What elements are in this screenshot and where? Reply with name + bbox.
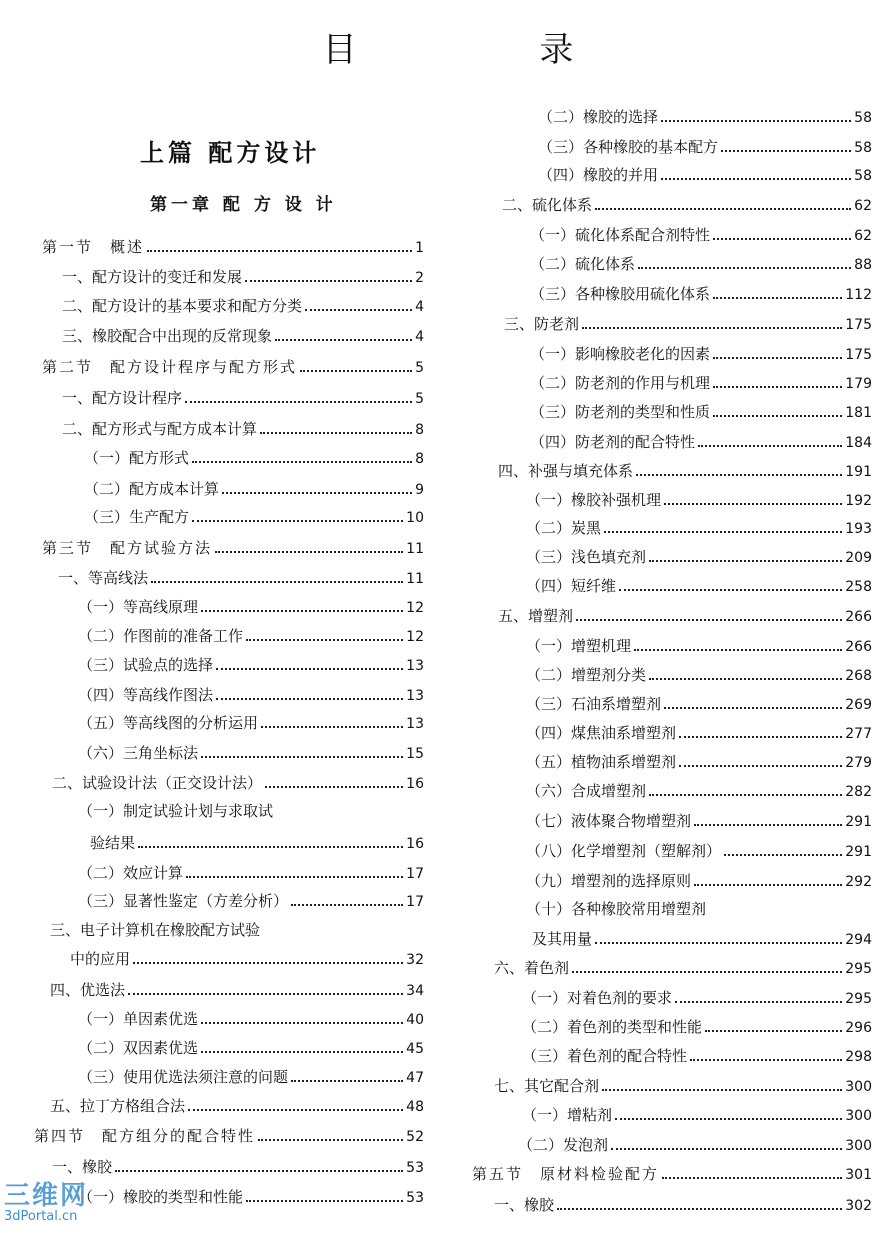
toc-entry bbox=[526, 810, 872, 832]
toc-entry bbox=[530, 431, 872, 453]
toc-leader-dots bbox=[690, 1047, 842, 1061]
toc-leader-dots bbox=[649, 666, 842, 680]
toc-entry bbox=[526, 575, 872, 597]
toc-leader-dots bbox=[724, 842, 842, 856]
toc-leader-dots bbox=[595, 930, 842, 944]
toc-entry bbox=[78, 684, 424, 706]
toc-entry-page: 277 bbox=[845, 726, 872, 742]
toc-entry bbox=[504, 313, 872, 335]
toc-entry-page: 291 bbox=[845, 844, 872, 860]
toc-entry-label: 三、电子计算机在橡胶配方试验 bbox=[50, 921, 261, 939]
toc-entry-page: 193 bbox=[845, 521, 872, 537]
toc-entry bbox=[78, 712, 424, 734]
toc-leader-dots bbox=[201, 1010, 403, 1024]
chapter-title: 第一章 配 方 设 计 bbox=[150, 195, 337, 215]
toc-entry-label: （十）各种橡胶常用增塑剂 bbox=[526, 900, 707, 918]
toc-entry-label: （七）液体聚合物增塑剂 bbox=[526, 812, 692, 830]
toc-entry bbox=[78, 742, 424, 764]
toc-entry-page: 298 bbox=[845, 1049, 872, 1065]
toc-entry bbox=[526, 780, 872, 802]
toc-entry-label: 第一节 概述 bbox=[42, 238, 145, 256]
toc-leader-dots bbox=[611, 1136, 842, 1150]
toc-leader-dots bbox=[305, 297, 412, 311]
toc-leader-dots bbox=[705, 1018, 842, 1032]
toc-entry-page: 295 bbox=[845, 961, 872, 977]
toc-leader-dots bbox=[595, 196, 851, 210]
toc-entry-label: （二）橡胶的选择 bbox=[538, 108, 659, 126]
toc-entry-label: （一）橡胶的类型和性能 bbox=[78, 1188, 244, 1206]
toc-entry-label: 三、橡胶配合中出现的反常现象 bbox=[62, 327, 273, 345]
toc-entry-label: （二）效应计算 bbox=[78, 864, 184, 882]
toc-entry-label: （三）着色剂的配合特性 bbox=[522, 1047, 688, 1065]
toc-leader-dots bbox=[698, 433, 842, 447]
toc-entry bbox=[526, 751, 872, 773]
toc-entry bbox=[526, 517, 872, 539]
toc-leader-dots bbox=[675, 989, 842, 1003]
toc-leader-dots bbox=[572, 959, 842, 973]
toc-entry-label: （二）防老剂的作用与机理 bbox=[530, 374, 711, 392]
toc-leader-dots bbox=[115, 1158, 403, 1172]
toc-entry-label: （五）植物油系增塑剂 bbox=[526, 753, 677, 771]
toc-entry bbox=[526, 489, 872, 511]
toc-entry-page: 191 bbox=[845, 464, 872, 480]
toc-leader-dots bbox=[713, 403, 842, 417]
toc-entry bbox=[494, 1194, 872, 1216]
toc-leader-dots bbox=[694, 812, 842, 826]
toc-entry bbox=[78, 654, 424, 676]
toc-entry bbox=[42, 356, 424, 378]
toc-entry-page: 4 bbox=[415, 299, 424, 315]
toc-entry-page: 295 bbox=[845, 991, 872, 1007]
toc-entry-page: 300 bbox=[845, 1108, 872, 1124]
toc-entry bbox=[42, 236, 424, 258]
toc-entry-label: （二）双因素优选 bbox=[78, 1039, 199, 1057]
toc-leader-dots bbox=[215, 539, 403, 553]
toc-entry-label: 及其用量 bbox=[532, 930, 593, 948]
toc-leader-dots bbox=[188, 1097, 403, 1111]
toc-entry bbox=[78, 890, 424, 912]
toc-entry-label: （三）显著性鉴定（方差分析） bbox=[78, 892, 289, 910]
toc-entry-page: 11 bbox=[406, 541, 424, 557]
toc-entry bbox=[84, 478, 424, 500]
toc-entry bbox=[538, 136, 872, 158]
toc-entry bbox=[50, 979, 424, 1001]
toc-entry-page: 1 bbox=[415, 240, 424, 256]
toc-entry bbox=[530, 224, 872, 246]
toc-entry-label: （三）使用优选法须注意的问题 bbox=[78, 1068, 289, 1086]
toc-leader-dots bbox=[557, 1196, 842, 1210]
toc-entry-label: （一）增塑机理 bbox=[526, 637, 632, 655]
toc-leader-dots bbox=[604, 519, 842, 533]
toc-entry bbox=[526, 664, 872, 686]
toc-entry-label: 二、试验设计法（正交设计法） bbox=[52, 774, 263, 792]
page-title: 目 录 bbox=[322, 30, 660, 70]
toc-leader-dots bbox=[664, 695, 842, 709]
toc-entry-label: 二、配方形式与配方成本计算 bbox=[62, 420, 258, 438]
toc-entry-page: 53 bbox=[406, 1190, 424, 1206]
toc-entry-page: 112 bbox=[845, 287, 872, 303]
toc-leader-dots bbox=[634, 637, 842, 651]
toc-entry bbox=[526, 546, 872, 568]
toc-entry bbox=[522, 1104, 872, 1126]
toc-entry-page: 16 bbox=[406, 776, 424, 792]
toc-leader-dots bbox=[679, 753, 842, 767]
toc-entry bbox=[518, 1134, 872, 1156]
toc-entry-label: （三）防老剂的类型和性质 bbox=[530, 403, 711, 421]
toc-leader-dots bbox=[713, 226, 851, 240]
toc-entry-label: （四）防老剂的配合特性 bbox=[530, 433, 696, 451]
toc-entry bbox=[526, 898, 872, 920]
toc-entry-label: 第三节 配方试验方法 bbox=[42, 539, 213, 557]
toc-entry-label: （三）石油系增塑剂 bbox=[526, 695, 662, 713]
toc-entry bbox=[52, 1156, 424, 1178]
toc-entry bbox=[530, 253, 872, 275]
toc-entry bbox=[532, 928, 872, 950]
toc-entry-page: 8 bbox=[415, 422, 424, 438]
toc-entry-page: 45 bbox=[406, 1041, 424, 1057]
watermark-line2: 3dPortal.cn bbox=[4, 1209, 78, 1224]
toc-leader-dots bbox=[636, 462, 842, 476]
toc-entry bbox=[522, 1016, 872, 1038]
toc-entry bbox=[62, 325, 424, 347]
toc-entry bbox=[84, 506, 424, 528]
toc-entry-page: 17 bbox=[406, 894, 424, 910]
toc-entry bbox=[78, 1066, 424, 1088]
toc-leader-dots bbox=[576, 607, 842, 621]
toc-leader-dots bbox=[694, 872, 842, 886]
toc-entry bbox=[62, 418, 424, 440]
toc-entry-page: 179 bbox=[845, 376, 872, 392]
toc-entry-label: 二、配方设计的基本要求和配方分类 bbox=[62, 297, 303, 315]
toc-leader-dots bbox=[679, 724, 842, 738]
toc-leader-dots bbox=[201, 744, 403, 758]
toc-entry bbox=[78, 1037, 424, 1059]
toc-leader-dots bbox=[222, 480, 412, 494]
toc-entry-page: 12 bbox=[406, 600, 424, 616]
toc-entry-page: 301 bbox=[845, 1167, 872, 1183]
toc-leader-dots bbox=[291, 892, 403, 906]
toc-entry-page: 8 bbox=[415, 451, 424, 467]
toc-entry-page: 300 bbox=[845, 1079, 872, 1095]
toc-entry bbox=[50, 919, 424, 941]
toc-entry-page: 258 bbox=[845, 579, 872, 595]
toc-entry-label: （二）硫化体系 bbox=[530, 255, 636, 273]
toc-entry bbox=[530, 401, 872, 423]
toc-entry-page: 175 bbox=[845, 317, 872, 333]
toc-entry bbox=[78, 1186, 424, 1208]
toc-entry bbox=[530, 343, 872, 365]
toc-leader-dots bbox=[713, 285, 842, 299]
toc-entry-label: 验结果 bbox=[90, 834, 136, 852]
toc-entry-page: 13 bbox=[406, 688, 424, 704]
toc-leader-dots bbox=[582, 315, 842, 329]
toc-entry-page: 32 bbox=[406, 952, 424, 968]
toc-entry-page: 292 bbox=[845, 874, 872, 890]
toc-entry bbox=[498, 605, 872, 627]
toc-entry-label: 一、配方设计程序 bbox=[62, 389, 183, 407]
toc-leader-dots bbox=[246, 1188, 403, 1202]
toc-entry-page: 62 bbox=[854, 198, 872, 214]
toc-entry-page: 58 bbox=[854, 140, 872, 156]
toc-entry-label: 一、等高线法 bbox=[58, 569, 149, 587]
toc-entry-page: 13 bbox=[406, 716, 424, 732]
toc-entry-page: 282 bbox=[845, 784, 872, 800]
toc-entry-label: （四）短纤维 bbox=[526, 577, 617, 595]
toc-entry-page: 17 bbox=[406, 866, 424, 882]
toc-entry-page: 296 bbox=[845, 1020, 872, 1036]
toc-leader-dots bbox=[201, 1039, 403, 1053]
toc-entry-label: 一、橡胶 bbox=[494, 1196, 555, 1214]
toc-entry bbox=[62, 266, 424, 288]
toc-entry bbox=[42, 537, 424, 559]
toc-entry-label: （一）增粘剂 bbox=[522, 1106, 613, 1124]
toc-entry-page: 11 bbox=[406, 571, 424, 587]
toc-entry-page: 5 bbox=[415, 391, 424, 407]
toc-entry bbox=[494, 1075, 872, 1097]
toc-entry-page: 269 bbox=[845, 697, 872, 713]
toc-leader-dots bbox=[265, 774, 403, 788]
toc-entry bbox=[526, 870, 872, 892]
toc-leader-dots bbox=[300, 358, 412, 372]
toc-entry bbox=[78, 800, 424, 822]
toc-entry-page: 52 bbox=[406, 1129, 424, 1145]
toc-entry bbox=[34, 1125, 424, 1147]
toc-entry-label: 五、拉丁方格组合法 bbox=[50, 1097, 186, 1115]
toc-entry bbox=[90, 832, 424, 854]
toc-entry-label: 五、增塑剂 bbox=[498, 607, 574, 625]
toc-entry-page: 12 bbox=[406, 629, 424, 645]
toc-entry-page: 53 bbox=[406, 1160, 424, 1176]
toc-entry-page: 58 bbox=[854, 110, 872, 126]
toc-entry-page: 40 bbox=[406, 1012, 424, 1028]
toc-entry-label: （二）配方成本计算 bbox=[84, 480, 220, 498]
toc-leader-dots bbox=[192, 508, 403, 522]
toc-leader-dots bbox=[291, 1068, 403, 1082]
toc-leader-dots bbox=[275, 327, 412, 341]
toc-entry-page: 192 bbox=[845, 493, 872, 509]
toc-leader-dots bbox=[662, 1165, 842, 1179]
toc-entry-label: 六、着色剂 bbox=[494, 959, 570, 977]
part-title: 上篇 配方设计 bbox=[140, 139, 321, 167]
toc-entry bbox=[502, 194, 872, 216]
toc-entry-page: 58 bbox=[854, 168, 872, 184]
toc-entry-label: 第五节 原材料检验配方 bbox=[472, 1165, 660, 1183]
toc-entry-page: 184 bbox=[845, 435, 872, 451]
toc-entry-label: 二、硫化体系 bbox=[502, 196, 593, 214]
toc-leader-dots bbox=[713, 345, 842, 359]
toc-leader-dots bbox=[133, 950, 403, 964]
toc-leader-dots bbox=[185, 389, 412, 403]
toc-leader-dots bbox=[216, 686, 403, 700]
toc-entry bbox=[538, 106, 872, 128]
toc-entry bbox=[78, 596, 424, 618]
toc-entry-page: 47 bbox=[406, 1070, 424, 1086]
toc-entry-page: 266 bbox=[845, 609, 872, 625]
toc-entry-label: （二）增塑剂分类 bbox=[526, 666, 647, 684]
toc-entry bbox=[526, 840, 872, 862]
toc-entry bbox=[522, 1045, 872, 1067]
toc-leader-dots bbox=[246, 627, 403, 641]
toc-leader-dots bbox=[151, 569, 403, 583]
toc-entry bbox=[526, 693, 872, 715]
toc-leader-dots bbox=[615, 1106, 842, 1120]
toc-entry-label: （八）化学增塑剂（塑解剂） bbox=[526, 842, 722, 860]
toc-entry-page: 300 bbox=[845, 1138, 872, 1154]
toc-entry bbox=[498, 460, 872, 482]
toc-entry-label: 七、其它配合剂 bbox=[494, 1077, 600, 1095]
toc-entry bbox=[70, 948, 424, 970]
toc-entry bbox=[530, 283, 872, 305]
toc-entry-page: 88 bbox=[854, 257, 872, 273]
toc-leader-dots bbox=[216, 656, 403, 670]
toc-entry-page: 4 bbox=[415, 329, 424, 345]
toc-entry-label: （二）发泡剂 bbox=[518, 1136, 609, 1154]
toc-entry-label: （一）对着色剂的要求 bbox=[522, 989, 673, 1007]
toc-entry bbox=[62, 387, 424, 409]
toc-leader-dots bbox=[138, 834, 403, 848]
toc-entry-label: （六）三角坐标法 bbox=[78, 744, 199, 762]
toc-leader-dots bbox=[245, 268, 412, 282]
toc-entry-page: 209 bbox=[845, 550, 872, 566]
toc-entry-label: （五）等高线图的分析运用 bbox=[78, 714, 259, 732]
toc-entry-page: 48 bbox=[406, 1099, 424, 1115]
toc-entry-page: 34 bbox=[406, 983, 424, 999]
toc-entry-label: （一）硫化体系配合剂特性 bbox=[530, 226, 711, 244]
toc-entry-label: （一）等高线原理 bbox=[78, 598, 199, 616]
toc-leader-dots bbox=[147, 238, 412, 252]
toc-entry-page: 268 bbox=[845, 668, 872, 684]
toc-entry-page: 15 bbox=[406, 746, 424, 762]
toc-leader-dots bbox=[260, 420, 412, 434]
toc-leader-dots bbox=[192, 449, 412, 463]
toc-entry bbox=[58, 567, 424, 589]
toc-entry-label: （一）橡胶补强机理 bbox=[526, 491, 662, 509]
toc-leader-dots bbox=[661, 108, 851, 122]
toc-entry-page: 175 bbox=[845, 347, 872, 363]
toc-entry-label: （一）制定试验计划与求取试 bbox=[78, 802, 274, 820]
toc-entry-label: 四、优选法 bbox=[50, 981, 126, 999]
toc-entry bbox=[494, 957, 872, 979]
toc-leader-dots bbox=[128, 981, 403, 995]
toc-entry bbox=[522, 987, 872, 1009]
toc-entry-page: 62 bbox=[854, 228, 872, 244]
toc-entry-label: （三）试验点的选择 bbox=[78, 656, 214, 674]
toc-leader-dots bbox=[186, 864, 403, 878]
toc-entry-page: 291 bbox=[845, 814, 872, 830]
toc-entry-label: （六）合成增塑剂 bbox=[526, 782, 647, 800]
toc-entry bbox=[78, 862, 424, 884]
watermark-logo bbox=[4, 1182, 124, 1224]
toc-entry-label: （一）影响橡胶老化的因素 bbox=[530, 345, 711, 363]
toc-entry-label: （二）炭黑 bbox=[526, 519, 602, 537]
toc-entry bbox=[530, 372, 872, 394]
toc-entry-page: 5 bbox=[415, 360, 424, 376]
toc-leader-dots bbox=[258, 1127, 403, 1141]
toc-entry-page: 13 bbox=[406, 658, 424, 674]
toc-entry-label: （二）作图前的准备工作 bbox=[78, 627, 244, 645]
toc-leader-dots bbox=[649, 782, 842, 796]
toc-entry-label: （三）浅色填充剂 bbox=[526, 548, 647, 566]
toc-entry bbox=[472, 1163, 872, 1185]
toc-entry-label: 四、补强与填充体系 bbox=[498, 462, 634, 480]
toc-entry bbox=[50, 1095, 424, 1117]
toc-entry-page: 2 bbox=[415, 270, 424, 286]
toc-entry-label: （三）各种橡胶用硫化体系 bbox=[530, 285, 711, 303]
toc-entry bbox=[78, 625, 424, 647]
toc-leader-dots bbox=[661, 166, 851, 180]
toc-leader-dots bbox=[638, 255, 851, 269]
toc-entry-label: （四）等高线作图法 bbox=[78, 686, 214, 704]
toc-entry-page: 9 bbox=[415, 482, 424, 498]
toc-leader-dots bbox=[649, 548, 842, 562]
toc-entry-label: （九）增塑剂的选择原则 bbox=[526, 872, 692, 890]
toc-entry-page: 279 bbox=[845, 755, 872, 771]
toc-entry-label: 一、橡胶 bbox=[52, 1158, 113, 1176]
toc-entry-label: （一）配方形式 bbox=[84, 449, 190, 467]
watermark-line1: 三维网 bbox=[4, 1181, 89, 1211]
toc-leader-dots bbox=[664, 491, 842, 505]
toc-entry bbox=[526, 635, 872, 657]
toc-entry-label: 一、配方设计的变迁和发展 bbox=[62, 268, 243, 286]
toc-entry-page: 16 bbox=[406, 836, 424, 852]
toc-entry-label: （四）煤焦油系增塑剂 bbox=[526, 724, 677, 742]
toc-entry-page: 266 bbox=[845, 639, 872, 655]
toc-entry-label: （四）橡胶的并用 bbox=[538, 166, 659, 184]
toc-entry-label: 三、防老剂 bbox=[504, 315, 580, 333]
toc-entry bbox=[52, 772, 424, 794]
toc-leader-dots bbox=[721, 138, 851, 152]
toc-entry-label: 中的应用 bbox=[70, 950, 131, 968]
toc-entry bbox=[538, 164, 872, 186]
toc-entry-label: （一）单因素优选 bbox=[78, 1010, 199, 1028]
toc-entry bbox=[526, 722, 872, 744]
toc-entry-page: 294 bbox=[845, 932, 872, 948]
toc-entry-page: 302 bbox=[845, 1198, 872, 1214]
toc-entry-label: （三）各种橡胶的基本配方 bbox=[538, 138, 719, 156]
toc-entry bbox=[62, 295, 424, 317]
toc-entry-page: 10 bbox=[406, 510, 424, 526]
toc-leader-dots bbox=[602, 1077, 842, 1091]
toc-leader-dots bbox=[713, 374, 842, 388]
toc-entry bbox=[78, 1008, 424, 1030]
toc-entry-label: 第二节 配方设计程序与配方形式 bbox=[42, 358, 298, 376]
toc-entry-label: 第四节 配方组分的配合特性 bbox=[34, 1127, 256, 1145]
toc-entry bbox=[84, 447, 424, 469]
toc-leader-dots bbox=[261, 714, 403, 728]
toc-entry-label: （二）着色剂的类型和性能 bbox=[522, 1018, 703, 1036]
toc-entry-page: 181 bbox=[845, 405, 872, 421]
toc-leader-dots bbox=[619, 577, 842, 591]
toc-leader-dots bbox=[201, 598, 403, 612]
toc-entry-label: （三）生产配方 bbox=[84, 508, 190, 526]
